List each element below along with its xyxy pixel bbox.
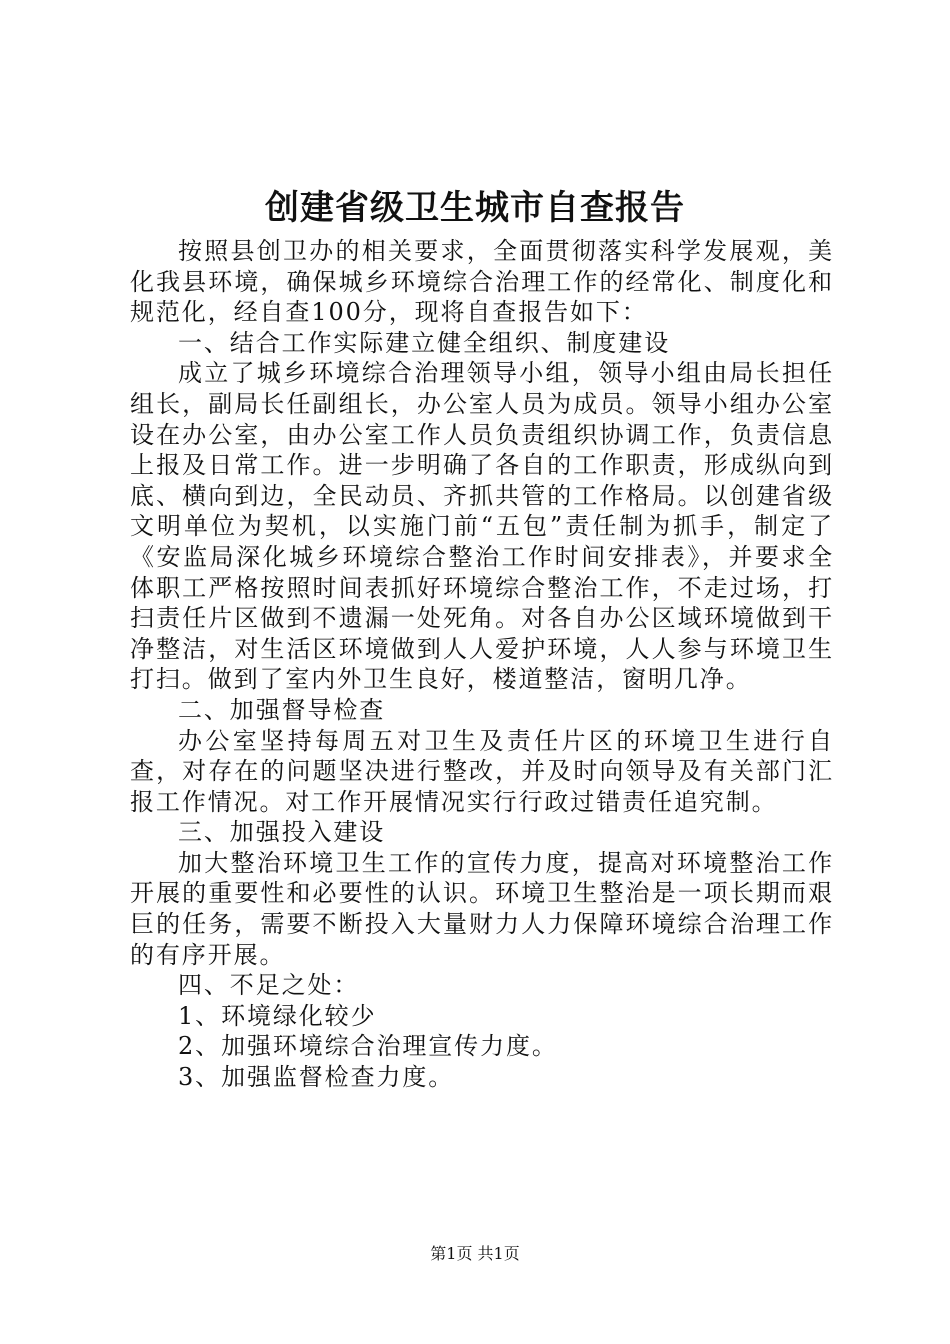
document-title: 创建省级卫生城市自查报告 xyxy=(265,188,685,228)
section-2-paragraph: 办公室坚持每周五对卫生及责任片区的环境卫生进行自查，对存在的问题坚决进行整改，并及时向领导及有关部门汇报工作情况。对工作开展情况实行行政过错责任追究制。 xyxy=(130,726,834,816)
shortcoming-item-2: 2、加强环境综合治理宣传力度。 xyxy=(178,1032,558,1061)
section-1-paragraph: 成立了城乡环境综合治理领导小组，领导小组由局长担任组长，副局长任副组长，办公室人员为成员。领导小组办公室设在办公室，由办公室工作人员负责组织协调工作，负责信息上报及日常工作。进一步明确了各自的工作职责，形成纵向到底、横向到边，全民动员、齐抓共管的工作格局。以创建省级文明单位为契机，以实施门前“五包”责任制为抓手，制定了《安监局深化城乡环境综合整治工作时间安排表》，并要求全体职工严格按照时间表抓好环境综合整治工作，不走过场，打扫责任片区做到不遗漏一处死角。对各自办公区域环境做到干净整洁，对生活区环境做到人人爱护环境，人人参与环境卫生打扫。做到了室内外卫生良好，楼道整洁，窗明几净。 xyxy=(130,359,834,694)
section-heading-3: 三、加强投入建设 xyxy=(178,818,386,847)
section-heading-1: 一、结合工作实际建立健全组织、制度建设 xyxy=(178,328,671,357)
shortcoming-item-3: 3、加强监督检查力度。 xyxy=(178,1063,455,1092)
page-number-footer: 第1页 共1页 xyxy=(430,1244,520,1263)
section-heading-4: 四、不足之处： xyxy=(178,971,360,1000)
section-heading-2: 二、加强督导检查 xyxy=(178,695,386,724)
section-3-paragraph: 加大整治环境卫生工作的宣传力度，提高对环境整治工作开展的重要性和必要性的认识。环境卫生整治是一项长期而艰巨的任务，需要不断投入大量财力人力保障环境综合治理工作的有序开展。 xyxy=(130,848,834,969)
document-body xyxy=(130,236,834,1093)
shortcoming-item-1: 1、环境绿化较少 xyxy=(178,1001,377,1030)
intro-paragraph: 按照县创卫办的相关要求，全面贯彻落实科学发展观，美化我县环境，确保城乡环境综合治理工作的经常化、制度化和规范化，经自查100分，现将自查报告如下： xyxy=(130,237,834,327)
